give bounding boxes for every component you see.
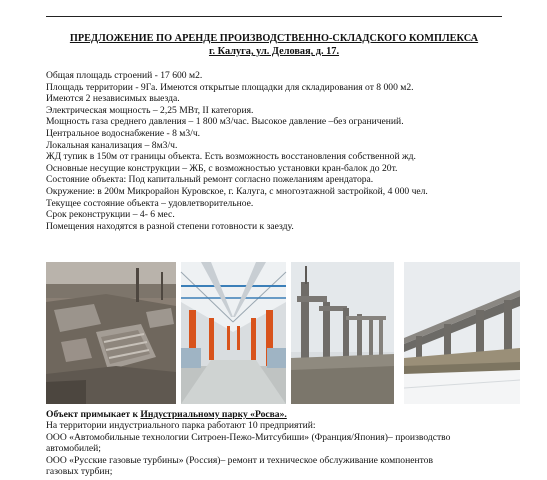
park-lead	[46, 409, 516, 420]
detail-line: Состояние объекта: Под капитальный ремонт согласно пожеланиям арендатора.	[46, 174, 374, 186]
detail-line: Электрическая мощность – 2,25 МВт, II категория.	[46, 104, 254, 116]
aerial-site-photo	[46, 262, 176, 404]
company-line: ООО «Русские газовые турбины» (Россия)– ремонт и техническое обслуживание компонентов	[46, 454, 434, 466]
detail-line: Окружение: в 200м Микрорайон Куровское, г. Калуга, с многоэтажной застройкой, 4 000 чел.	[46, 185, 428, 197]
overpass-photo	[404, 262, 520, 404]
park-intro: На территории индустриального парка работают 10 предприятий:	[46, 420, 316, 432]
title-line-2: г. Калуга, ул. Деловая, д. 17.	[208, 46, 340, 57]
industrial-park-section	[46, 409, 516, 477]
detail-line: ЖД тупик в 150м от границы объекта. Есть возможность восстановления собственной жд.	[46, 151, 416, 163]
hall-interior-photo	[181, 262, 286, 404]
detail-line: Центральное водоснабжение - 8 м3/ч.	[46, 127, 201, 139]
header-band-text	[66, 0, 437, 1]
details-list	[46, 70, 516, 232]
company-line: автомобилей;	[46, 443, 101, 455]
park-name: Индустриальному парку «Росва».	[140, 409, 287, 420]
detail-line: Площадь территории - 9Га. Имеются открытые площадки для складирования от 8 000 м2.	[46, 81, 414, 93]
company-line: газовых турбин;	[46, 466, 113, 478]
detail-line: Общая площадь строений - 17 600 м2.	[46, 70, 203, 81]
detail-line: Текущее состояние объекта – удовлетворительное.	[46, 197, 254, 209]
document-title	[46, 32, 502, 58]
detail-line: Срок реконструкции – 4- 6 мес.	[46, 209, 175, 221]
company-line: ООО «Автомобильные технологии Ситроен-Пежо-Митсубиши» (Франция/Япония)– производство	[46, 431, 451, 443]
header-band	[46, 0, 502, 17]
detail-line: Имеются 2 независимых выезда.	[46, 93, 180, 105]
detail-line: Помещения находятся в разной степени готовности к заезду.	[46, 220, 294, 232]
concrete-frame-photo	[291, 262, 394, 404]
detail-line: Локальная канализация – 8м3/ч.	[46, 139, 178, 151]
title-line-1: ПРЕДЛОЖЕНИЕ ПО АРЕНДЕ ПРОИЗВОДСТВЕННО-СКЛАДСКОГО КОМПЛЕКСА	[69, 33, 479, 44]
detail-line: Мощность газа среднего давления – 1 800 м3/час. Высокое давление –без ограничений.	[46, 116, 404, 128]
detail-line: Основные несущие конструкции – ЖБ, с возможностью установки кран-балок до 20т.	[46, 162, 398, 174]
park-lead-prefix: Объект примыкает к	[46, 409, 141, 420]
